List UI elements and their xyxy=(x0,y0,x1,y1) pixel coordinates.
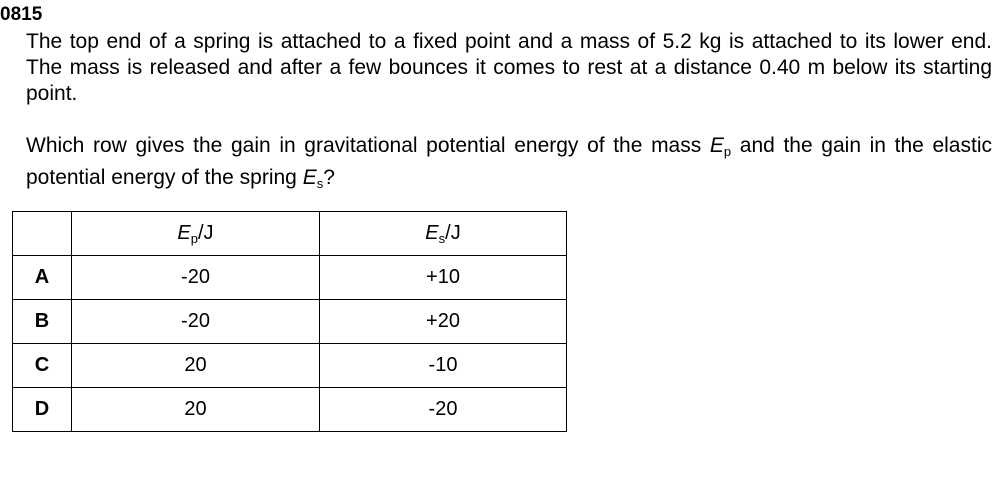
ep-value: 20 xyxy=(72,388,320,432)
row-letter: A xyxy=(13,256,72,300)
table-row xyxy=(13,300,567,344)
question-stem: The top end of a spring is attached to a fixed point and a mass of 5.2 kg is attached to its lower end. The mass is released and after a few bounces it comes to rest at a distance 0.40 m below its starting point. xyxy=(26,30,992,105)
row-letter: D xyxy=(13,388,72,432)
es-symbol: E xyxy=(302,166,317,189)
es-subscript: s xyxy=(316,176,324,191)
question-prompt xyxy=(26,133,992,197)
row-letter: B xyxy=(13,300,72,344)
table-row xyxy=(13,256,567,300)
table-row xyxy=(13,388,567,432)
ep-value: -20 xyxy=(72,256,320,300)
row-letter: C xyxy=(13,344,72,388)
ep-value: 20 xyxy=(72,344,320,388)
header-letter-cell xyxy=(13,212,72,256)
header-es: $E_s/J$ xyxy=(320,212,567,256)
header-ep: $E_p/J$ xyxy=(72,212,320,256)
es-value: -20 xyxy=(320,388,567,432)
answer-table xyxy=(12,211,567,432)
prompt-text-start: Which row gives the gain in gravitational potential energy of the mass xyxy=(26,134,710,157)
es-value: +10 xyxy=(320,256,567,300)
table-header-row xyxy=(13,212,567,256)
ep-value: -20 xyxy=(72,300,320,344)
ep-symbol: E xyxy=(709,134,724,157)
prompt-text-middle: and the gain in the elastic potential energy of the spring xyxy=(26,134,992,189)
table-row xyxy=(13,344,567,388)
es-value: +20 xyxy=(320,300,567,344)
ep-subscript: p xyxy=(723,144,732,159)
es-value: -10 xyxy=(320,344,567,388)
prompt-text-end: ? xyxy=(323,166,335,189)
question-number: 0815 xyxy=(0,4,43,25)
